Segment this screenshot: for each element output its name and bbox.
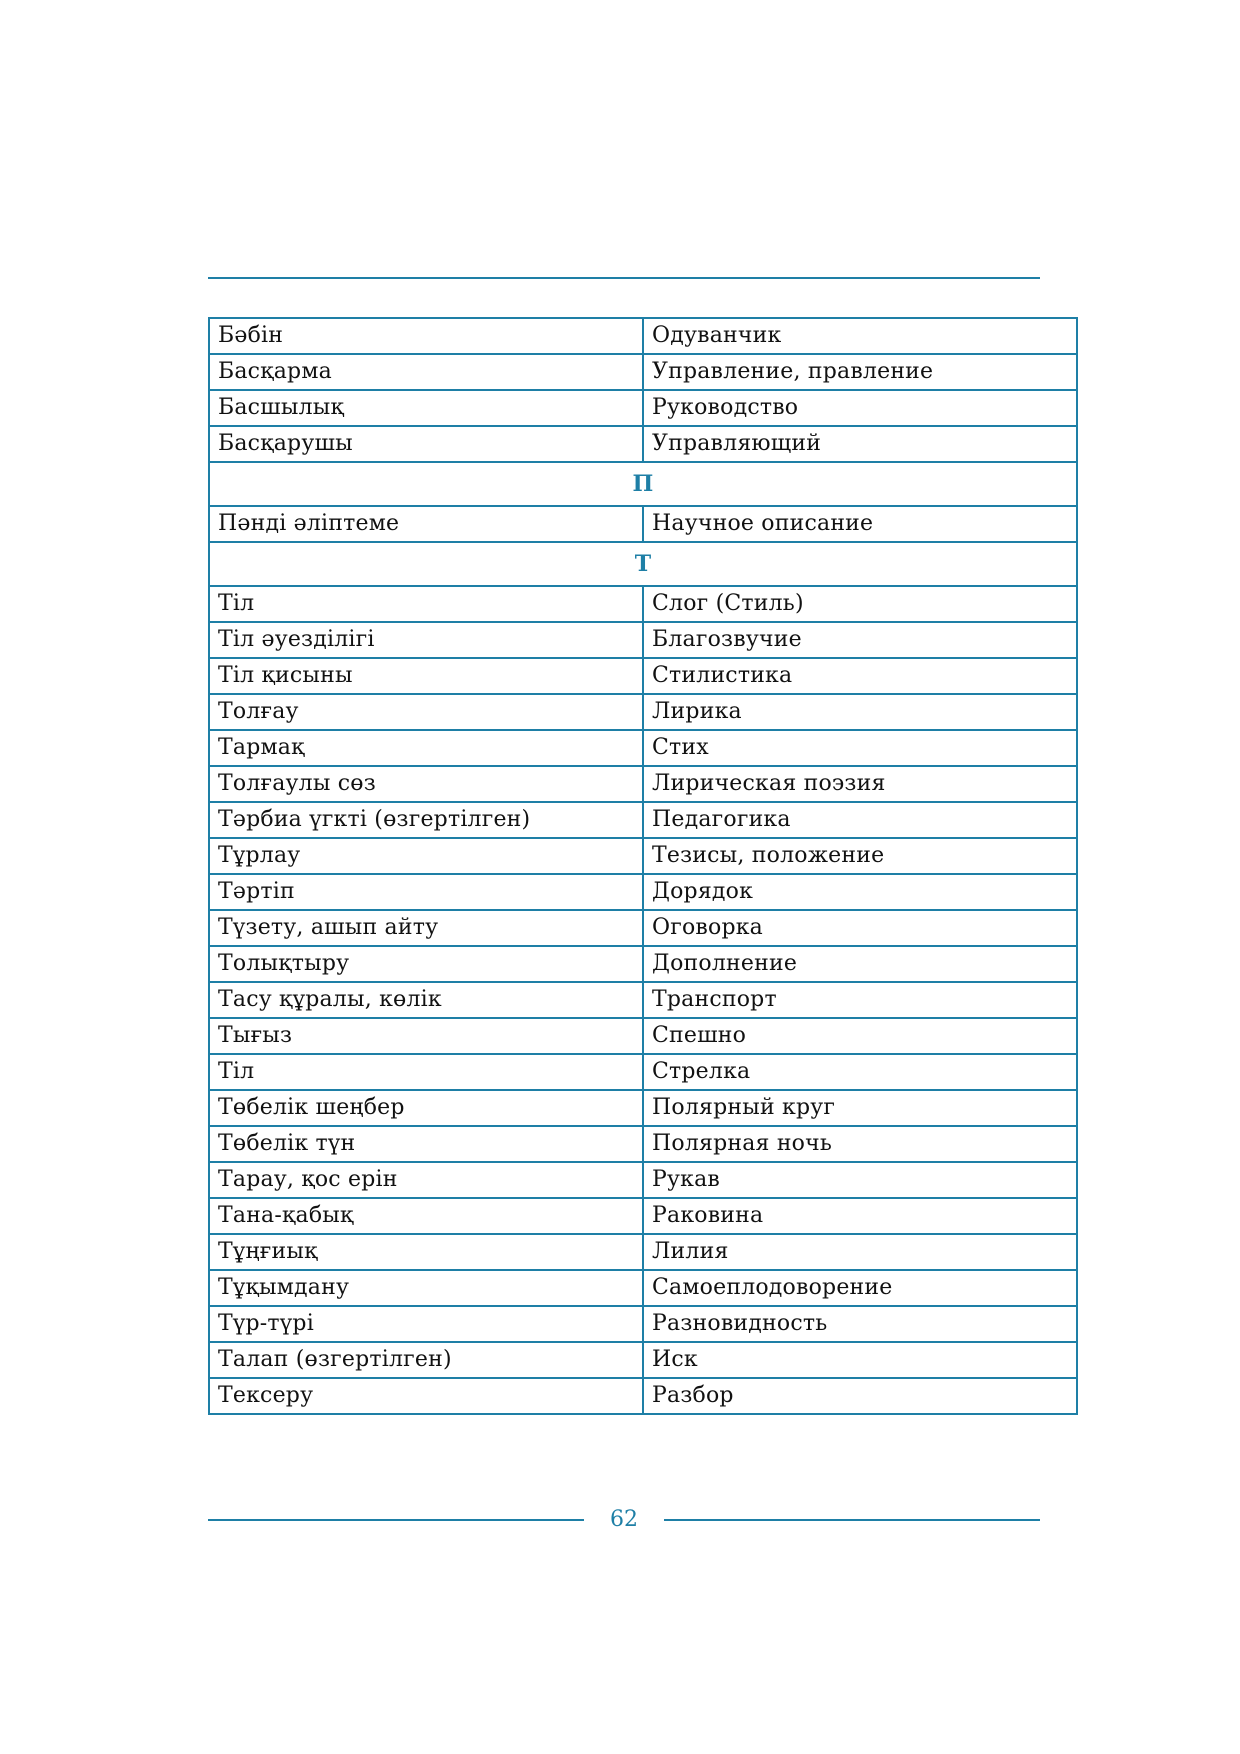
russian-term: Дорядок — [643, 874, 1077, 910]
russian-term: Дополнение — [643, 946, 1077, 982]
kazakh-term: Талап (өзгертілген) — [209, 1342, 643, 1378]
section-header-row — [209, 542, 1077, 586]
table-row — [209, 1270, 1077, 1306]
table-row — [209, 694, 1077, 730]
kazakh-term: Тұқымдану — [209, 1270, 643, 1306]
table-row — [209, 1126, 1077, 1162]
russian-term: Благозвучие — [643, 622, 1077, 658]
table-row — [209, 802, 1077, 838]
table-row — [209, 730, 1077, 766]
kazakh-term: Тармақ — [209, 730, 643, 766]
table-row — [209, 426, 1077, 462]
kazakh-term: Басқарма — [209, 354, 643, 390]
russian-term: Управление, правление — [643, 354, 1077, 390]
russian-term: Стрелка — [643, 1054, 1077, 1090]
kazakh-term: Тіл әуезділігі — [209, 622, 643, 658]
kazakh-term: Түзету, ашып айту — [209, 910, 643, 946]
russian-term: Руководство — [643, 390, 1077, 426]
table-row — [209, 506, 1077, 542]
kazakh-term: Тәрбиа үгкті (өзгертілген) — [209, 802, 643, 838]
russian-term: Полярный круг — [643, 1090, 1077, 1126]
russian-term: Одуванчик — [643, 318, 1077, 354]
header-divider — [208, 277, 1040, 279]
section-letter: П — [209, 462, 1077, 506]
table-row — [209, 874, 1077, 910]
table-row — [209, 1054, 1077, 1090]
kazakh-term: Бәбін — [209, 318, 643, 354]
kazakh-term: Тексеру — [209, 1378, 643, 1414]
kazakh-term: Тасу құралы, көлік — [209, 982, 643, 1018]
russian-term: Научное описание — [643, 506, 1077, 542]
russian-term: Стих — [643, 730, 1077, 766]
table-row — [209, 838, 1077, 874]
glossary-table — [208, 317, 1078, 1415]
table-row — [209, 318, 1077, 354]
table-row — [209, 946, 1077, 982]
kazakh-term: Толықтыру — [209, 946, 643, 982]
kazakh-term: Төбелік шеңбер — [209, 1090, 643, 1126]
table-row — [209, 1234, 1077, 1270]
russian-term: Рукав — [643, 1162, 1077, 1198]
russian-term: Раковина — [643, 1198, 1077, 1234]
kazakh-term: Пәнді әліптеме — [209, 506, 643, 542]
kazakh-term: Тана-қабық — [209, 1198, 643, 1234]
russian-term: Педагогика — [643, 802, 1077, 838]
kazakh-term: Тарау, қос ерін — [209, 1162, 643, 1198]
russian-term: Разбор — [643, 1378, 1077, 1414]
russian-term: Самоеплодоворение — [643, 1270, 1077, 1306]
russian-term: Управляющий — [643, 426, 1077, 462]
kazakh-term: Тығыз — [209, 1018, 643, 1054]
kazakh-term: Тұңғиық — [209, 1234, 643, 1270]
section-letter: Т — [209, 542, 1077, 586]
russian-term: Спешно — [643, 1018, 1077, 1054]
table-row — [209, 1342, 1077, 1378]
page-number: 62 — [610, 1507, 638, 1532]
table-row — [209, 1162, 1077, 1198]
russian-term: Лирика — [643, 694, 1077, 730]
russian-term: Лилия — [643, 1234, 1077, 1270]
table-row — [209, 1306, 1077, 1342]
russian-term: Оговорка — [643, 910, 1077, 946]
russian-term: Лирическая поэзия — [643, 766, 1077, 802]
kazakh-term: Тұрлау — [209, 838, 643, 874]
russian-term: Стилистика — [643, 658, 1077, 694]
table-row — [209, 1378, 1077, 1414]
kazakh-term: Төбелік түн — [209, 1126, 643, 1162]
russian-term: Транспорт — [643, 982, 1077, 1018]
footer-divider-right — [664, 1519, 1040, 1521]
kazakh-term: Басқарушы — [209, 426, 643, 462]
table-row — [209, 910, 1077, 946]
kazakh-term: Толғаулы сөз — [209, 766, 643, 802]
russian-term: Тезисы, положение — [643, 838, 1077, 874]
section-header-row — [209, 462, 1077, 506]
kazakh-term: Тіл — [209, 1054, 643, 1090]
kazakh-term: Тіл — [209, 586, 643, 622]
table-row — [209, 1018, 1077, 1054]
table-row — [209, 586, 1077, 622]
kazakh-term: Толғау — [209, 694, 643, 730]
table-row — [209, 354, 1077, 390]
table-row — [209, 1198, 1077, 1234]
footer-divider-left — [208, 1519, 584, 1521]
glossary-body — [209, 318, 1077, 1414]
table-row — [209, 1090, 1077, 1126]
table-row — [209, 390, 1077, 426]
table-row — [209, 982, 1077, 1018]
kazakh-term: Тіл қисыны — [209, 658, 643, 694]
table-row — [209, 658, 1077, 694]
kazakh-term: Түр-түрі — [209, 1306, 643, 1342]
page-footer — [208, 1505, 1040, 1535]
kazakh-term: Басшылық — [209, 390, 643, 426]
russian-term: Разновидность — [643, 1306, 1077, 1342]
russian-term: Полярная ночь — [643, 1126, 1077, 1162]
table-row — [209, 766, 1077, 802]
russian-term: Слог (Стиль) — [643, 586, 1077, 622]
russian-term: Иск — [643, 1342, 1077, 1378]
table-row — [209, 622, 1077, 658]
kazakh-term: Тәртіп — [209, 874, 643, 910]
